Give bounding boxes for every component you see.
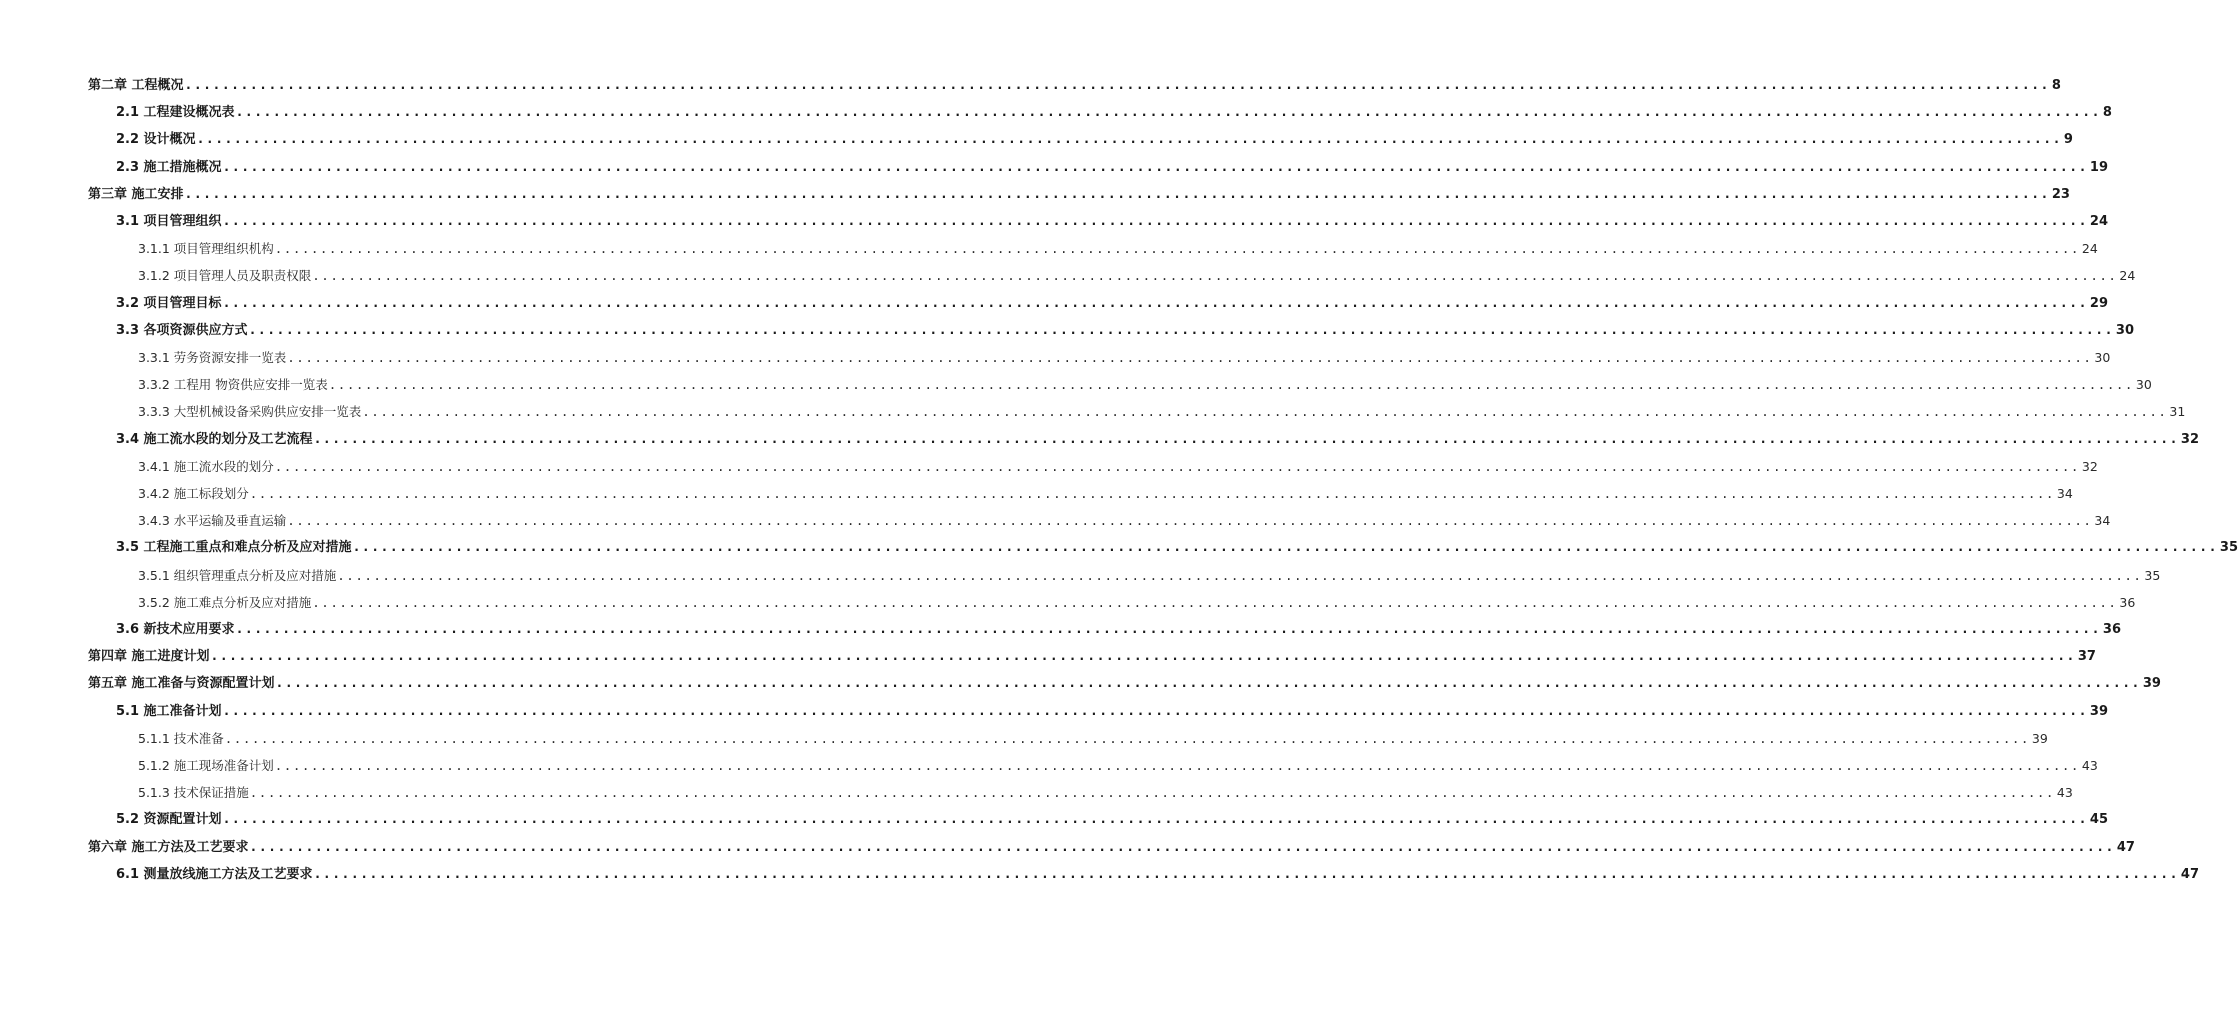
toc-entry[interactable] — [138, 591, 2136, 611]
toc-page-number: 24 — [2081, 241, 2098, 257]
toc-dot-leader: ........................................................................................................................................................................................................ — [287, 513, 2093, 529]
toc-page-number: 30 — [2135, 377, 2152, 393]
toc-entry-title: 3.1.1 项目管理组织机构 — [138, 241, 274, 257]
toc-entry-title: 3.1.2 项目管理人员及职责权限 — [138, 268, 312, 284]
toc-dot-leader: ........................................................................................................................................................................................................ — [222, 214, 2088, 229]
toc-page-number: 34 — [2094, 513, 2111, 529]
toc-page-number: 36 — [2119, 594, 2136, 610]
toc-page-number: 8 — [2051, 78, 2061, 93]
toc-dot-leader: ........................................................................................................................................................................................................ — [249, 785, 2055, 801]
toc-entry-title: 3.4.2 施工标段划分 — [138, 486, 249, 501]
toc-entry[interactable] — [138, 264, 2136, 284]
toc-dot-leader: ........................................................................................................................................................................................................ — [313, 866, 2179, 882]
toc-dot-leader: ........................................................................................................................................................................................................ — [312, 594, 2118, 610]
toc-entry[interactable] — [116, 536, 2238, 556]
toc-page-number: 34 — [2056, 486, 2073, 501]
toc-entry-title: 2.1 工程建设概况表 — [116, 105, 235, 121]
toc-page-number: 37 — [2077, 649, 2096, 665]
toc-entry[interactable] — [116, 101, 2112, 121]
toc-entry-title: 2.3 施工措施概况 — [116, 159, 222, 175]
toc-entry[interactable] — [88, 836, 2135, 856]
toc-page-number: 43 — [2056, 785, 2073, 801]
toc-entry[interactable] — [88, 183, 2070, 203]
toc-page-number: 47 — [2116, 839, 2135, 855]
toc-page-number: 30 — [2094, 350, 2111, 365]
toc-page-number: 24 — [2089, 214, 2108, 229]
toc-entry-title: 3.5.1 组织管理重点分析及应对措施 — [138, 567, 337, 583]
toc-dot-leader: ........................................................................................................................................................................................................ — [274, 241, 2080, 257]
toc-page-number: 29 — [2089, 295, 2108, 311]
toc-page-number: 31 — [2169, 404, 2186, 420]
toc-entry[interactable] — [138, 237, 2098, 257]
toc-dot-leader: ........................................................................................................................................................................................................ — [287, 350, 2093, 365]
toc-page-number: 36 — [2102, 622, 2121, 637]
toc-entry-title: 第三章 施工安排 — [88, 186, 184, 202]
toc-dot-leader: ........................................................................................................................................................................................................ — [184, 186, 2050, 202]
toc-dot-leader: ........................................................................................................................................................................................................ — [337, 567, 2143, 583]
toc-entry[interactable] — [138, 564, 2161, 584]
toc-entry[interactable] — [138, 727, 2048, 747]
toc-page-number: 30 — [2115, 322, 2134, 338]
toc-entry[interactable] — [138, 455, 2098, 475]
toc-entry[interactable] — [116, 128, 2073, 148]
toc-entry[interactable] — [88, 74, 2061, 94]
toc-entry-title: 2.2 设计概况 — [116, 132, 196, 148]
toc-dot-leader: ........................................................................................................................................................................................................ — [328, 377, 2134, 393]
toc-page-number: 19 — [2089, 159, 2108, 175]
toc-dot-leader: ........................................................................................................................................................................................................ — [274, 758, 2080, 773]
toc-entry[interactable] — [116, 618, 2121, 638]
toc-entry[interactable] — [116, 319, 2134, 339]
toc-dot-leader: ........................................................................................................................................................................................................ — [210, 649, 2076, 665]
toc-entry-title: 6.1 测量放线施工方法及工艺要求 — [116, 866, 313, 882]
toc-dot-leader: ........................................................................................................................................................................................................ — [352, 540, 2218, 556]
toc-entry-title: 第二章 工程概况 — [88, 78, 184, 93]
toc-entry[interactable] — [116, 210, 2108, 230]
toc-entry[interactable] — [116, 700, 2108, 720]
toc-dot-leader: ........................................................................................................................................................................................................ — [312, 268, 2118, 284]
toc-entry[interactable] — [116, 156, 2108, 176]
toc-dot-leader: ........................................................................................................................................................................................................ — [196, 132, 2062, 148]
toc-entry-title: 5.1.3 技术保证措施 — [138, 785, 249, 801]
toc-dot-leader: ........................................................................................................................................................................................................ — [249, 486, 2055, 501]
toc-entry-title: 3.2 项目管理目标 — [116, 295, 222, 311]
toc-entry-title: 5.1.2 施工现场准备计划 — [138, 758, 274, 773]
toc-entry-title: 3.3.3 大型机械设备采购供应安排一览表 — [138, 404, 362, 420]
toc-entry-title: 3.4 施工流水段的划分及工艺流程 — [116, 431, 313, 447]
toc-page-number: 23 — [2051, 186, 2070, 202]
toc-entry[interactable] — [138, 754, 2098, 774]
toc-dot-leader: ........................................................................................................................................................................................................ — [222, 159, 2088, 175]
toc-entry[interactable] — [116, 863, 2199, 883]
toc-entry[interactable] — [138, 373, 2152, 393]
toc-dot-leader: ........................................................................................................................................................................................................ — [248, 322, 2114, 338]
toc-entry[interactable] — [88, 645, 2096, 665]
toc-entry[interactable] — [88, 672, 2161, 692]
toc-entry-title: 第五章 施工准备与资源配置计划 — [88, 676, 275, 692]
toc-entry-title: 3.5 工程施工重点和难点分析及应对措施 — [116, 540, 352, 556]
toc-entry[interactable] — [138, 781, 2073, 801]
toc-entry[interactable] — [116, 292, 2108, 312]
toc-page-number: 39 — [2142, 676, 2161, 692]
toc-entry[interactable] — [116, 808, 2108, 828]
toc-entry[interactable] — [138, 509, 2111, 529]
toc-page-number: 8 — [2102, 105, 2112, 121]
toc-entry-title: 3.3.1 劳务资源安排一览表 — [138, 350, 287, 365]
toc-entry-title: 3.4.3 水平运输及垂直运输 — [138, 513, 287, 529]
toc-page-number: 45 — [2089, 812, 2108, 828]
toc-page-number: 39 — [2031, 730, 2048, 746]
toc-page-number: 35 — [2219, 540, 2238, 556]
toc-page-number: 32 — [2081, 458, 2098, 474]
toc-entry[interactable] — [138, 400, 2186, 420]
toc-dot-leader: ........................................................................................................................................................................................................ — [224, 730, 2030, 746]
toc-entry[interactable] — [138, 482, 2073, 502]
toc-page-number: 47 — [2180, 866, 2199, 882]
toc-dot-leader: ........................................................................................................................................................................................................ — [235, 622, 2101, 637]
toc-entry-title: 3.1 项目管理组织 — [116, 214, 222, 229]
toc-entry-title: 第六章 施工方法及工艺要求 — [88, 839, 249, 855]
toc-dot-leader: ........................................................................................................................................................................................................ — [313, 431, 2179, 447]
toc-entry-title: 3.3.2 工程用 物资供应安排一览表 — [138, 377, 328, 393]
toc-entry[interactable] — [138, 346, 2111, 366]
toc-dot-leader: ........................................................................................................................................................................................................ — [222, 703, 2088, 719]
toc-entry-title: 3.6 新技术应用要求 — [116, 622, 235, 637]
toc-entry-title: 5.1 施工准备计划 — [116, 703, 222, 719]
toc-page-number: 43 — [2081, 758, 2098, 773]
toc-dot-leader: ........................................................................................................................................................................................................ — [274, 458, 2080, 474]
toc-entry-title: 3.3 各项资源供应方式 — [116, 322, 248, 338]
toc-page-number: 35 — [2144, 567, 2161, 583]
toc-entry-title: 5.2 资源配置计划 — [116, 812, 222, 828]
toc-entry-title: 3.4.1 施工流水段的划分 — [138, 458, 274, 474]
toc-entry-title: 5.1.1 技术准备 — [138, 730, 224, 746]
toc-dot-leader: ........................................................................................................................................................................................................ — [235, 105, 2101, 121]
toc-page-number: 24 — [2119, 268, 2136, 284]
toc-dot-leader: ........................................................................................................................................................................................................ — [222, 295, 2088, 311]
toc-page-number: 9 — [2063, 132, 2073, 148]
toc-dot-leader: ........................................................................................................................................................................................................ — [184, 78, 2050, 93]
toc-dot-leader: ........................................................................................................................................................................................................ — [249, 839, 2115, 855]
toc-dot-leader: ........................................................................................................................................................................................................ — [362, 404, 2168, 420]
toc-dot-leader: ........................................................................................................................................................................................................ — [275, 676, 2141, 692]
toc-page-number: 39 — [2089, 703, 2108, 719]
toc-entry-title: 第四章 施工进度计划 — [88, 649, 210, 665]
toc-page-number: 32 — [2180, 431, 2199, 447]
toc-dot-leader: ........................................................................................................................................................................................................ — [222, 812, 2088, 828]
toc-entry[interactable] — [116, 428, 2199, 448]
toc-entry-title: 3.5.2 施工难点分析及应对措施 — [138, 594, 312, 610]
